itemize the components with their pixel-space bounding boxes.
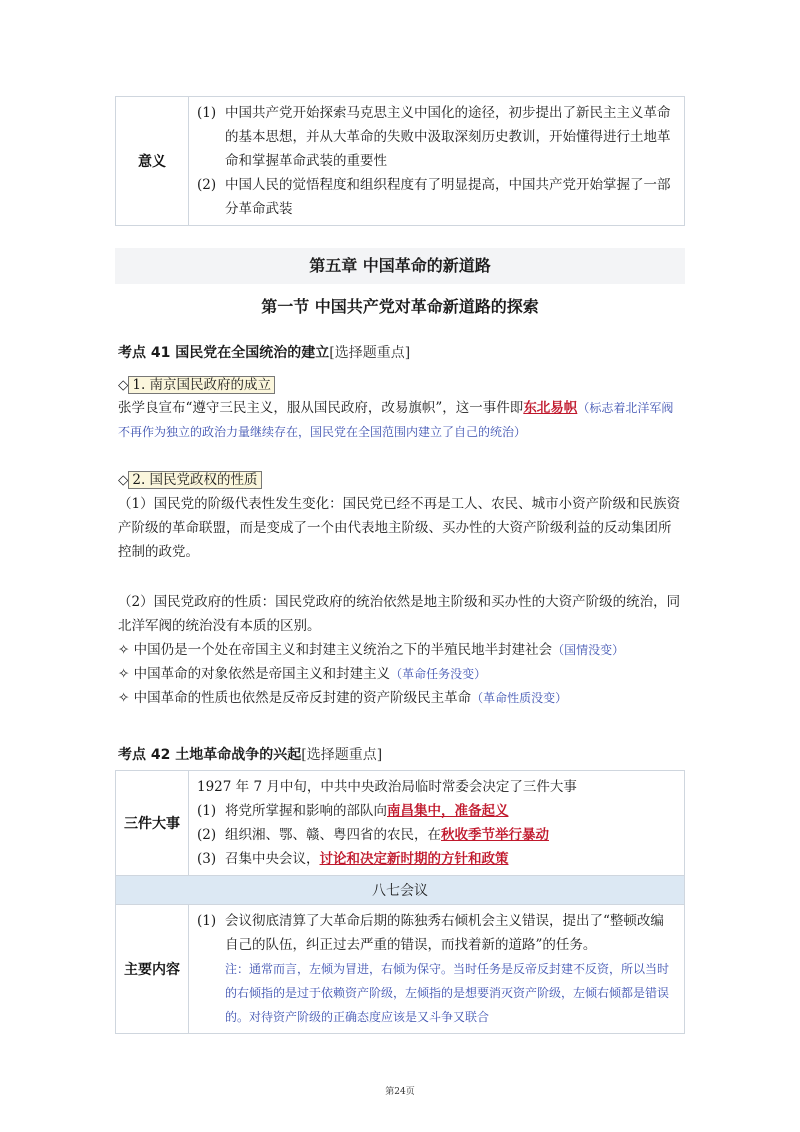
sparkle-icon: ✧ (118, 690, 134, 706)
kaodian-41-title: 考点 41 国民党在全国统治的建立 (118, 345, 330, 361)
nature-paragraph-2: （2）国民党政府的性质：国民党政府的统治依然是地主阶级和买办性的大资产阶级的统治，同北洋军阀的统治没有本质的区别。 (118, 594, 681, 634)
three-events-intro: 1927 年 7 月中旬，中共中央政治局临时常委会决定了三件大事 (197, 779, 577, 795)
significance-label: 意义 (116, 97, 189, 226)
event-item-3: (3) 召集中央会议，讨论和决定新时期的方针和政策 (197, 851, 509, 867)
subheading-1-text: 1. 南京国民政府的成立 (128, 376, 275, 394)
land-revolution-table (115, 770, 685, 1034)
main-content-body (189, 905, 685, 1034)
diamond-icon: ◇ (118, 377, 129, 393)
bullet-1: ✧ 中国仍是一个处在帝国主义和封建主义统治之下的半殖民地半封建社会（国情没变） (118, 642, 625, 658)
section-title: 第一节 中国共产党对革命新道路的探索 (261, 297, 539, 316)
three-events-label: 三件大事 (116, 771, 189, 876)
event-item-2: (2) 组织湘、鄂、赣、粤四省的农民，在秋收季节举行暴动 (197, 827, 549, 843)
main-content-label: 主要内容 (116, 905, 189, 1034)
chapter-title: 第五章 中国革命的新道路 (115, 248, 685, 284)
diamond-icon: ◇ (118, 472, 129, 488)
august-seventh-header: 八七会议 (116, 876, 685, 905)
bullet-3: ✧ 中国革命的性质也依然是反帝反封建的资产阶级民主革命（革命性质没变） (118, 690, 568, 706)
three-events-content (189, 771, 685, 876)
kaodian-42-title: 考点 42 土地革命战争的兴起 (118, 747, 302, 763)
significance-content (189, 97, 685, 226)
subheading-1 (118, 373, 275, 393)
sparkle-icon: ✧ (118, 642, 134, 658)
subheading-2 (118, 468, 262, 488)
highlight-policy: 讨论和决定新时期的方针和政策 (319, 851, 509, 867)
highlight-northeast: 东北易帜 (523, 400, 578, 416)
nature-paragraph-1: （1）国民党的阶级代表性发生变化：国民党已经不再是工人、农民、城市小资产阶级和民族资产阶级的革命联盟，而是变成了一个由代表地主阶级、买办性的大资产阶级利益的反动集团所控制的政党。 (118, 496, 681, 560)
kaodian-41-heading (118, 342, 410, 362)
significance-table (115, 96, 685, 226)
kaodian-42-tag: [选择题重点] (301, 747, 383, 763)
significance-item-1: (1) 中国共产党开始探索马克思主义中国化的途径，初步提出了新民主主义革命的基本思想，并从大革命的失败中汲取深刻历史教训，开始懂得进行土地革命和掌握革命武装的重要性 (197, 105, 671, 169)
content-item-1: (1) 会议彻底清算了大革命后期的陈独秀右倾机会主义错误，提出了“整顿改编自己的队伍，纠正过去严重的错误，而找着新的道路”的任务。 (197, 913, 664, 953)
sparkle-icon: ✧ (118, 666, 134, 682)
highlight-nanchang: 南昌集中，准备起义 (387, 803, 509, 819)
kaodian-41-tag: [选择题重点] (329, 345, 411, 361)
content-note: 注：通常而言，左倾为冒进，右倾为保守。当时任务是反帝反封建不反资，所以当时的右倾指的是过于依赖资产阶级，左倾指的是想要消灭资产阶级，左倾右倾都是错误的。对待资产阶级的正确态度应该是又斗争又联合 (225, 962, 670, 1024)
highlight-autumn: 秋收季节举行暴动 (441, 827, 549, 843)
northeast-paragraph: 张学良宣布“遵守三民主义，服从国民政府，改易旗帜”，这一事件即东北易帜（标志着北洋军阀不再作为独立的政治力量继续存在，国民党在全国范围内建立了自己的统治） (118, 400, 674, 439)
subheading-2-text: 2. 国民党政权的性质 (128, 471, 261, 489)
event-item-1: (1) 将党所掌握和影响的部队向南昌集中，准备起义 (197, 803, 509, 819)
page-number: 第24页 (385, 1087, 415, 1097)
northeast-note: （标志着北洋军阀不再作为独立的政治力量继续存在，国民党在全国范围内建立了自己的统治） (118, 401, 674, 439)
significance-item-2: (2) 中国人民的觉悟程度和组织程度有了明显提高，中国共产党开始掌握了一部分革命武装 (197, 177, 671, 217)
kaodian-42-heading (118, 744, 382, 764)
bullet-2: ✧ 中国革命的对象依然是帝国主义和封建主义（革命任务没变） (118, 666, 487, 682)
